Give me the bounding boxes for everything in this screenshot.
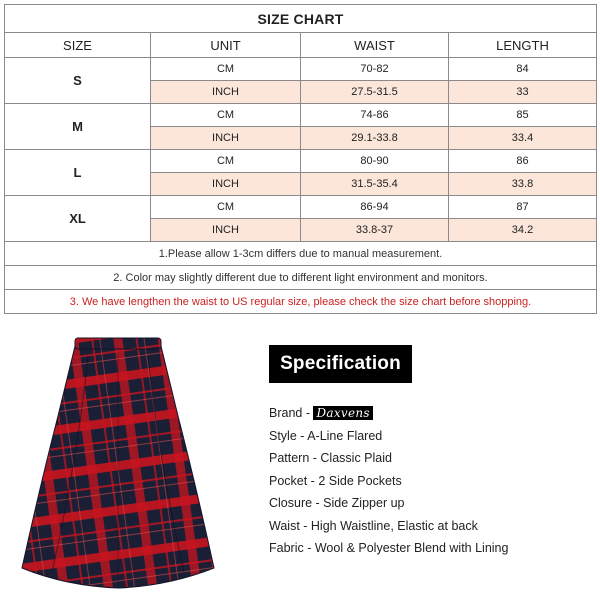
header-unit: UNIT bbox=[151, 33, 301, 58]
length-cell: 85 bbox=[449, 104, 597, 127]
unit-cell: INCH bbox=[151, 173, 301, 196]
length-cell: 33 bbox=[449, 81, 597, 104]
waist-cell: 33.8-37 bbox=[301, 219, 449, 242]
note-measurement: 1.Please allow 1-3cm differs due to manual measurement. bbox=[5, 242, 597, 266]
length-cell: 34.2 bbox=[449, 219, 597, 242]
unit-cell: INCH bbox=[151, 81, 301, 104]
note-color: 2. Color may slightly different due to different light environment and monitors. bbox=[5, 266, 597, 290]
specification-list bbox=[269, 402, 508, 560]
waist-cell: 70-82 bbox=[301, 58, 449, 81]
size-chart-title: SIZE CHART bbox=[5, 5, 597, 33]
spec-closure: Closure - Side Zipper up bbox=[269, 496, 405, 510]
size-label: M bbox=[5, 104, 151, 150]
length-cell: 33.8 bbox=[449, 173, 597, 196]
length-cell: 87 bbox=[449, 196, 597, 219]
length-cell: 86 bbox=[449, 150, 597, 173]
spec-brand bbox=[269, 402, 508, 425]
length-cell: 33.4 bbox=[449, 127, 597, 150]
brand-logo: Daxvens bbox=[313, 406, 372, 420]
size-label: L bbox=[5, 150, 151, 196]
waist-cell: 27.5-31.5 bbox=[301, 81, 449, 104]
spec-fabric: Fabric - Wool & Polyester Blend with Lining bbox=[269, 541, 509, 555]
specification-title: Specification bbox=[269, 345, 412, 383]
header-size: SIZE bbox=[5, 33, 151, 58]
length-cell: 84 bbox=[449, 58, 597, 81]
unit-cell: CM bbox=[151, 104, 301, 127]
spec-pattern: Pattern - Classic Plaid bbox=[269, 451, 392, 465]
waist-cell: 80-90 bbox=[301, 150, 449, 173]
unit-cell: INCH bbox=[151, 127, 301, 150]
size-chart-table bbox=[4, 4, 597, 314]
waist-cell: 86-94 bbox=[301, 196, 449, 219]
size-label: S bbox=[5, 58, 151, 104]
note-waist-warning: 3. We have lengthen the waist to US regular size, please check the size chart before shopping. bbox=[5, 290, 597, 314]
waist-cell: 31.5-35.4 bbox=[301, 173, 449, 196]
spec-brand-label: Brand - bbox=[269, 406, 314, 420]
spec-style: Style - A-Line Flared bbox=[269, 428, 383, 443]
header-length: LENGTH bbox=[449, 33, 597, 58]
spec-waist: Waist - High Waistline, Elastic at back bbox=[269, 518, 478, 533]
plaid-skirt-image bbox=[18, 336, 218, 592]
waist-cell: 74-86 bbox=[301, 104, 449, 127]
header-waist: WAIST bbox=[301, 33, 449, 58]
waist-cell: 29.1-33.8 bbox=[301, 127, 449, 150]
spec-pocket: Pocket - 2 Side Pockets bbox=[269, 473, 402, 488]
unit-cell: CM bbox=[151, 196, 301, 219]
unit-cell: CM bbox=[151, 150, 301, 173]
size-label: XL bbox=[5, 196, 151, 242]
unit-cell: CM bbox=[151, 58, 301, 81]
unit-cell: INCH bbox=[151, 219, 301, 242]
